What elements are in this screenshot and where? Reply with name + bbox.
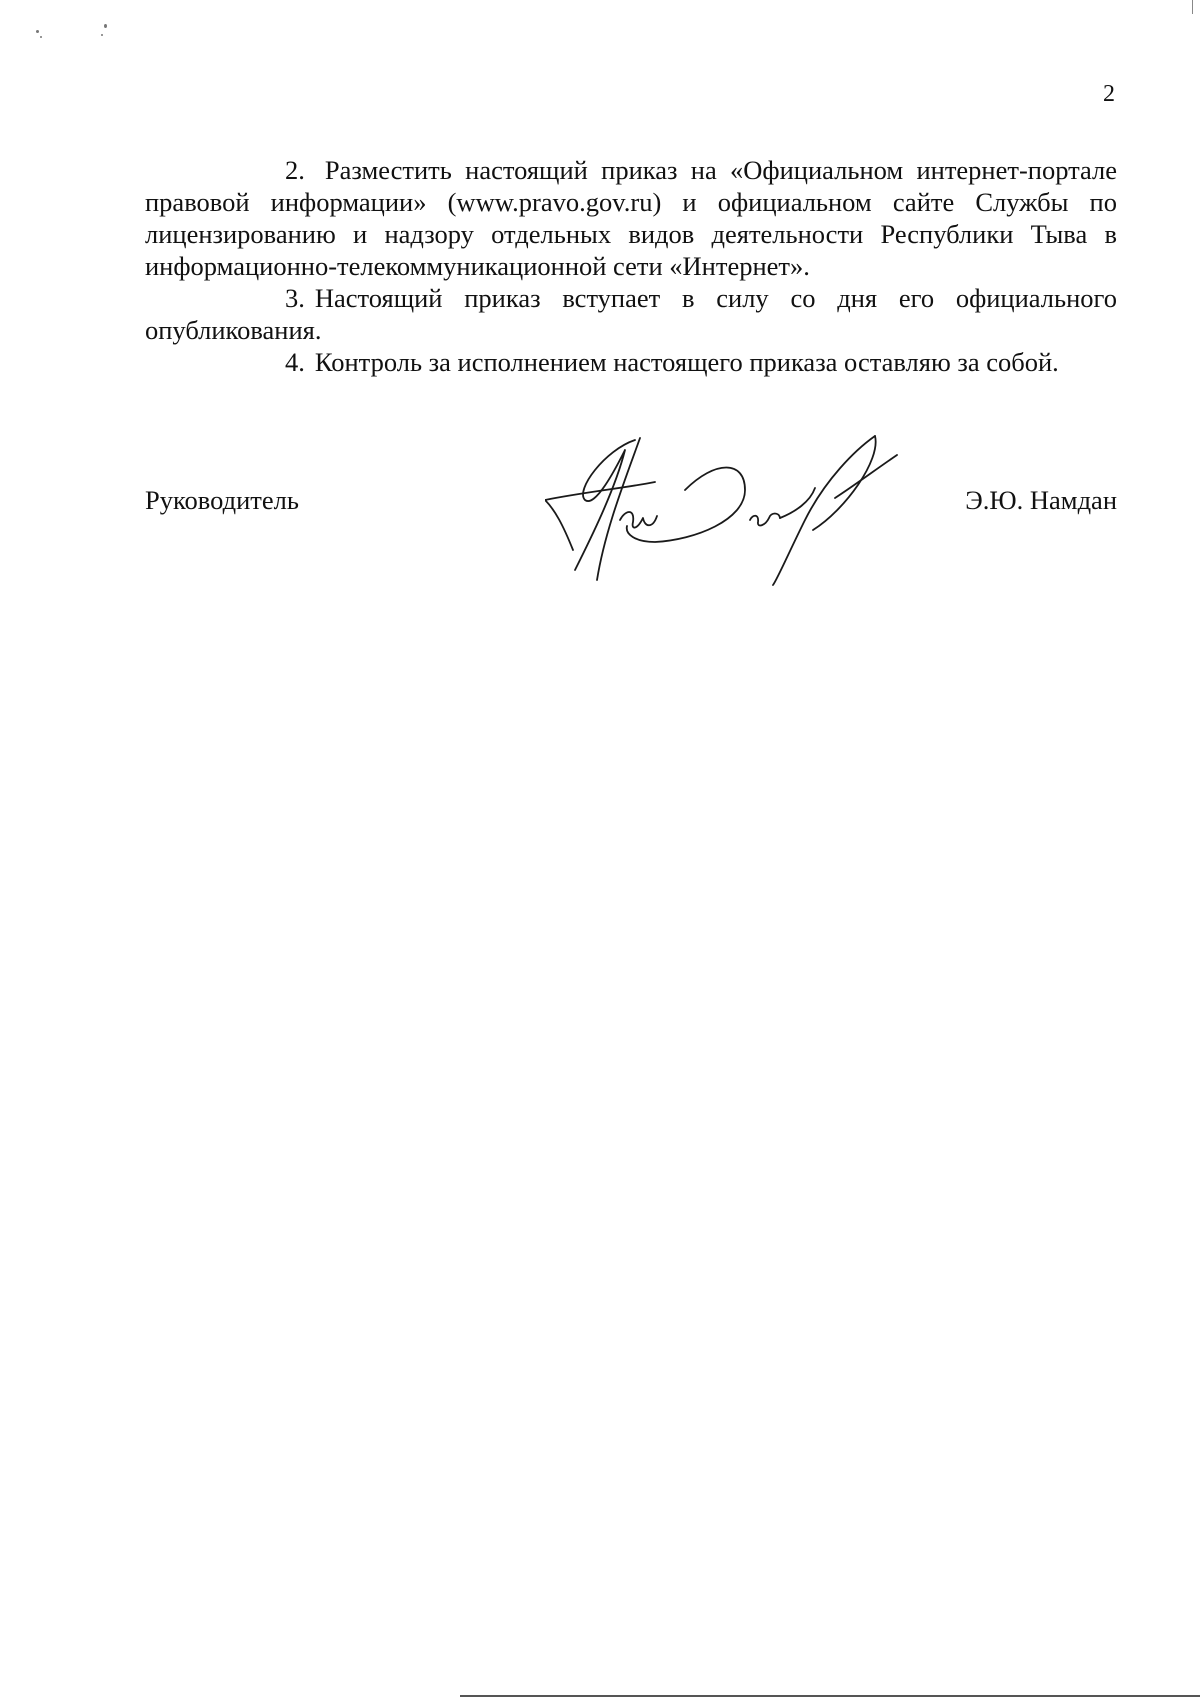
paragraph-item-2 [145, 154, 1117, 282]
paragraph-text: Контроль за исполнением настоящего приказа оставляю за собой. [314, 347, 1059, 377]
signer-name: Э.Ю. Намдан [965, 485, 1117, 515]
page-number: 2 [1103, 81, 1115, 107]
signer-position: Руководитель [145, 485, 299, 515]
paragraph-item-3 [145, 282, 1117, 346]
scan-speck [36, 30, 39, 33]
paragraph-number: 4. [285, 347, 305, 377]
scan-speck [40, 36, 42, 38]
paragraph-text: Настоящий приказ вступает в силу со дня его официального опубликования. [145, 283, 1117, 345]
paragraph-number: 3. [285, 283, 305, 313]
paragraph-item-4 [145, 346, 1117, 378]
paragraph-text: Разместить настоящий приказ на «Официальном интернет-портале правовой информации» (www.pravo.gov.ru) и официальном сайте Службы по лицензированию и надзору отдельных видов деятельности Республики Тыва в информационно-телекоммуникационной сети «Интернет». [145, 155, 1117, 281]
scan-edge [1192, 0, 1193, 14]
scan-speck [101, 34, 103, 36]
scan-speck [104, 24, 107, 28]
paragraph-number: 2. [285, 155, 305, 185]
document-body [145, 154, 1117, 378]
scan-edge [460, 1695, 1200, 1697]
handwritten-signature [545, 430, 915, 590]
